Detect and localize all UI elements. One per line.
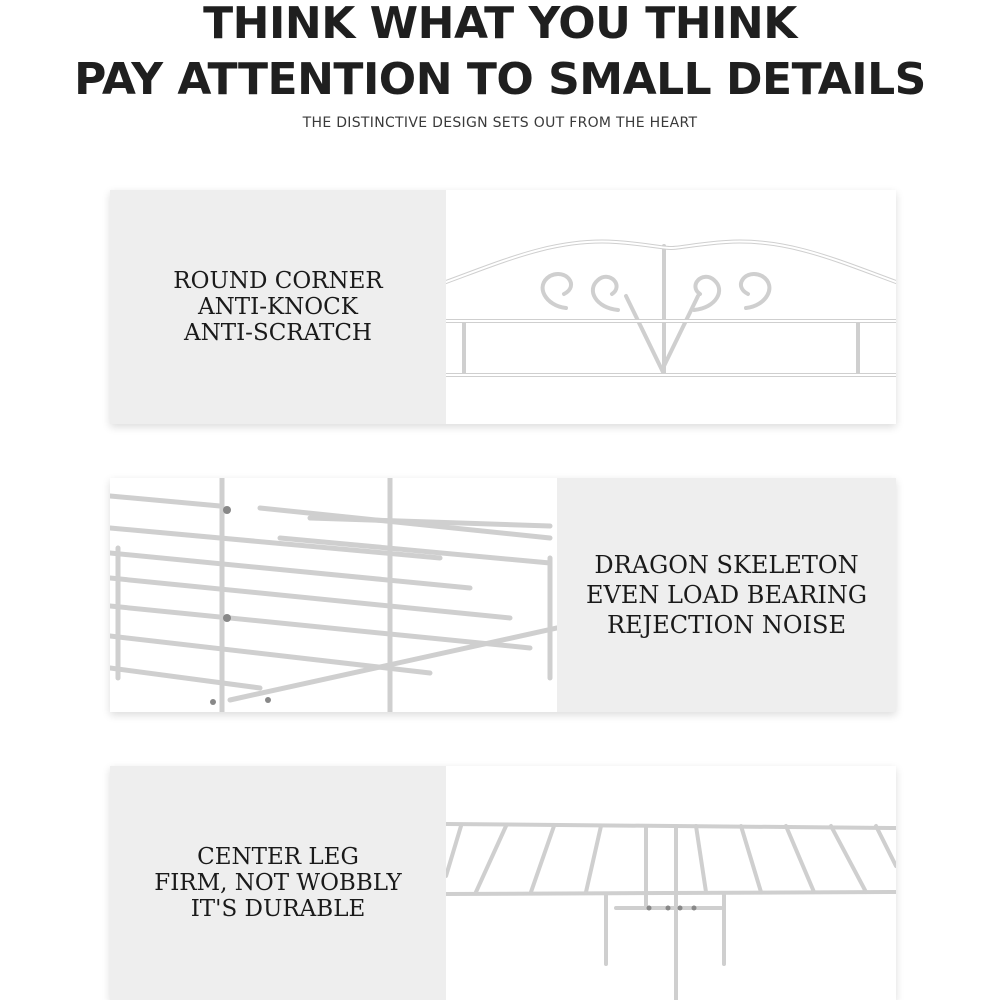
feature-panel-dragon-skeleton — [110, 478, 896, 712]
caption-line: ANTI-KNOCK — [198, 294, 358, 320]
caption-line: IT'S DURABLE — [190, 896, 366, 922]
headboard-scroll-image — [446, 190, 896, 424]
headline-line-2: PAY ATTENTION TO SMALL DETAILS — [74, 54, 926, 105]
feature-panel-round-corner — [110, 190, 896, 424]
headline-line-1: THINK WHAT YOU THINK — [203, 0, 797, 49]
caption-line: FIRM, NOT WOBBLY — [154, 870, 402, 896]
subtitle: THE DISTINCTIVE DESIGN SETS OUT FROM THE HEART — [302, 115, 698, 131]
caption-line: CENTER LEG — [197, 844, 359, 870]
feature-caption — [557, 478, 896, 712]
feature-caption — [110, 190, 446, 424]
feature-panel-center-leg — [110, 766, 896, 1000]
caption-line: REJECTION NOISE — [606, 611, 846, 639]
caption-line: ROUND CORNER — [173, 268, 383, 294]
feature-caption — [110, 766, 446, 1000]
bed-frame-slats-image — [110, 478, 557, 712]
caption-line: EVEN LOAD BEARING — [585, 581, 868, 609]
caption-line: ANTI-SCRATCH — [184, 320, 372, 346]
center-leg-image — [446, 766, 896, 1000]
caption-line: DRAGON SKELETON — [594, 551, 859, 579]
